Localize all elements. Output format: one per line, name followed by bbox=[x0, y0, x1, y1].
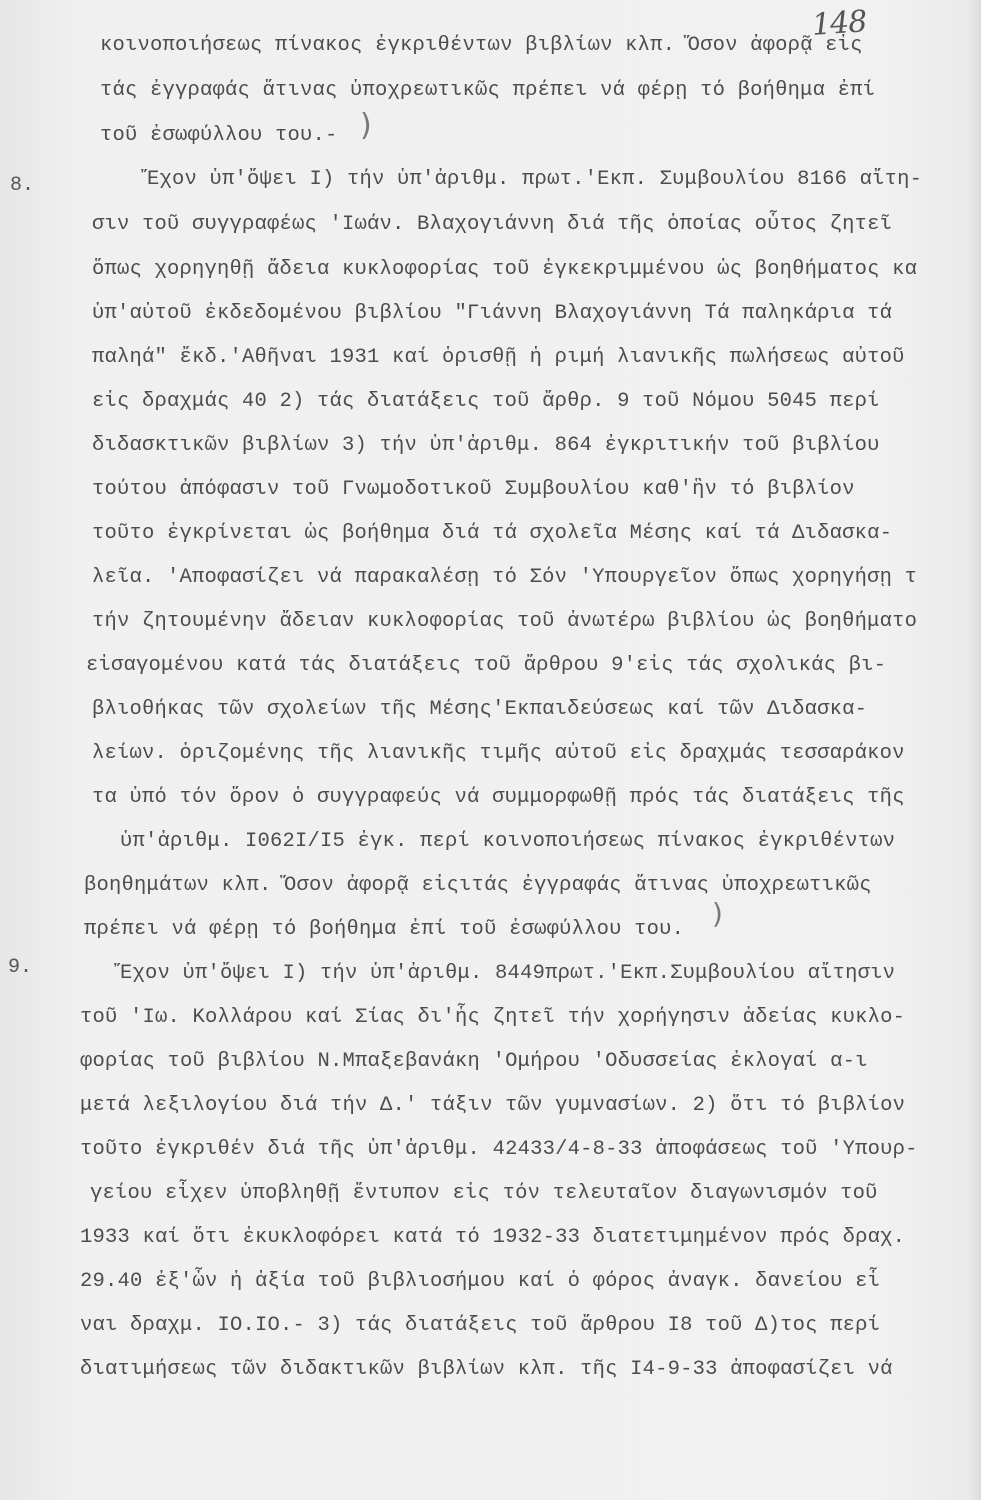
text-line: τα ὑπό τόν ὅρον ὁ συγγραφεύς νά συμμορφωθῇ πρός τάς διατάξεις τῆς bbox=[92, 786, 905, 809]
text-line: κοινοποιήσεως πίνακος ἐγκριθέντων βιβλίων κλπ. Ὅσον ἀφορᾷ εἰς bbox=[100, 34, 863, 57]
text-line: μετά λεξιλογίου διά τήν Δ.' τάξιν τῶν γυμνασίων. 2) ὅτι τό βιβλίον bbox=[80, 1094, 906, 1117]
text-line: σιν τοῦ συγγραφέως 'Ιωάν. Βλαχογιάννη διά τῆς ὁποίας οὗτος ζητεῖ bbox=[92, 213, 893, 236]
text-line: γείου εἶχεν ὑποβληθῇ ἔντυπον εἰς τόν τελευταῖον διαγωνισμόν τοῦ bbox=[90, 1182, 878, 1205]
text-line: παληά" ἔκδ.'Αθῆναι 1931 καί ὁρισθῇ ἡ ριμή λιανικῆς πωλήσεως αὐτοῦ bbox=[92, 346, 905, 369]
handwritten-mark: ) bbox=[360, 108, 372, 143]
text-line: βλιοθήκας τῶν σχολείων τῆς Μέσης'Εκπαιδεύσεως καί τῶν Διδασκα- bbox=[92, 698, 868, 721]
text-line: ναι δραχμ. IO.IO.- 3) τάς διατάξεις τοῦ ἄρθρου I8 τοῦ Δ)τος περί bbox=[80, 1314, 881, 1337]
text-line: τοῦ ἐσωφύλλου του.- bbox=[100, 124, 338, 147]
text-line: τήν ζητουμένην ἄδειαν κυκλοφορίας τοῦ ἀνωτέρω βιβλίου ὡς βοηθήματο bbox=[92, 610, 918, 633]
text-line: τάς ἐγγραφάς ἅτινας ὑποχρεωτικῶς πρέπει νά φέρῃ τό βοήθημα ἐπί bbox=[100, 79, 876, 102]
scan-edge-shadow bbox=[967, 0, 981, 1500]
text-line: τοῦτο ἐγκριθέν διά τῆς ὑπ'ἀριθμ. 42433/4-8-33 ἀποφάσεως τοῦ 'Υπουρ- bbox=[80, 1138, 918, 1161]
handwritten-page-number: 148 bbox=[810, 4, 868, 43]
text-line: βοηθημάτων κλπ. Ὅσον ἀφορᾷ εἰςιτάς ἐγγραφάς ἅτινας ὑποχρεωτικῶς bbox=[84, 874, 872, 897]
text-line: φορίας τοῦ βιβλίου Ν.Μπαξεβανάκη 'Ομήρου 'Οδυσσείας ἐκλογαί α-ι bbox=[80, 1050, 868, 1073]
text-line: διδασκτικῶν βιβλίων 3) τήν ὑπ'ἀριθμ. 864 ἐγκριτικήν τοῦ βιβλίου bbox=[92, 434, 880, 457]
text-line: λεῖα. 'Αποφασίζει νά παρακαλέσῃ τό Σόν 'Υπουργεῖον ὅπως χορηγήσῃ τ bbox=[92, 566, 918, 589]
text-line: τοῦ 'Ιω. Κολλάρου καί Σίας δι'ἧς ζητεῖ τήν χορήγησιν ἀδείας κυκλο- bbox=[80, 1006, 906, 1029]
text-line: ὅπως χορηγηθῇ ἄδεια κυκλοφορίας τοῦ ἐγκεκριμμένου ὡς βοηθήματος κα bbox=[92, 258, 918, 281]
text-line: λείων. ὁριζομένης τῆς λιανικῆς τιμῆς αὐτοῦ εἰς δραχμάς τεσσαράκον bbox=[92, 742, 905, 765]
handwritten-mark: ) bbox=[712, 897, 723, 930]
text-line: τούτου ἀπόφασιν τοῦ Γνωμοδοτικοῦ Συμβουλίου καθ'ἣν τό βιβλίον bbox=[92, 478, 855, 501]
text-line: ὑπ'ἀριθμ. I062I/I5 ἐγκ. περί κοινοποιήσεως πίνακος ἐγκριθέντων bbox=[120, 830, 896, 853]
text-line: 1933 καί ὅτι ἐκυκλοφόρει κατά τό 1932-33 διατετιμημένον πρός δραχ. bbox=[80, 1226, 906, 1249]
item-number-9: 9. bbox=[8, 956, 33, 979]
text-line: Ἔχον ὑπ'ὄψει Ι) τήν ὑπ'ἀριθμ. πρωτ.'Εκπ. Συμβουλίου 8166 αἴτη- bbox=[147, 168, 923, 191]
text-line: τοῦτο ἐγκρίνεται ὡς βοήθημα διά τά σχολεῖα Μέσης καί τά Διδασκα- bbox=[92, 522, 893, 545]
item-number-8: 8. bbox=[10, 174, 35, 197]
text-line: πρέπει νά φέρῃ τό βοήθημα ἐπί τοῦ ἐσωφύλλου του. bbox=[84, 918, 685, 941]
text-line: εἰς δραχμάς 40 2) τάς διατάξεις τοῦ ἄρθρ. 9 τοῦ Νόμου 5045 περί bbox=[92, 390, 880, 413]
text-line: εἰσαγομένου κατά τάς διατάξεις τοῦ ἄρθρου 9'εἰς τάς σχολικάς βι- bbox=[86, 654, 887, 677]
text-line: Ἔχον ὑπ'ὄψει Ι) τήν ὑπ'ἀριθμ. 8449πρωτ.'Εκπ.Συμβουλίου αἴτησιν bbox=[120, 962, 896, 985]
text-line: διατιμήσεως τῶν διδακτικῶν βιβλίων κλπ. τῆς I4-9-33 ἀποφασίζει νά bbox=[80, 1358, 893, 1381]
text-line: 29.40 ἐξ'ὧν ἡ ἀξία τοῦ βιβλιοσήμου καί ὁ φόρος ἀναγκ. δανείου εἶ bbox=[80, 1270, 881, 1293]
text-line: ὑπ'αὐτοῦ ἐκδεδομένου βιβλίου "Γιάννη Βλαχογιάννη Τά παληκάρια τά bbox=[92, 302, 893, 325]
